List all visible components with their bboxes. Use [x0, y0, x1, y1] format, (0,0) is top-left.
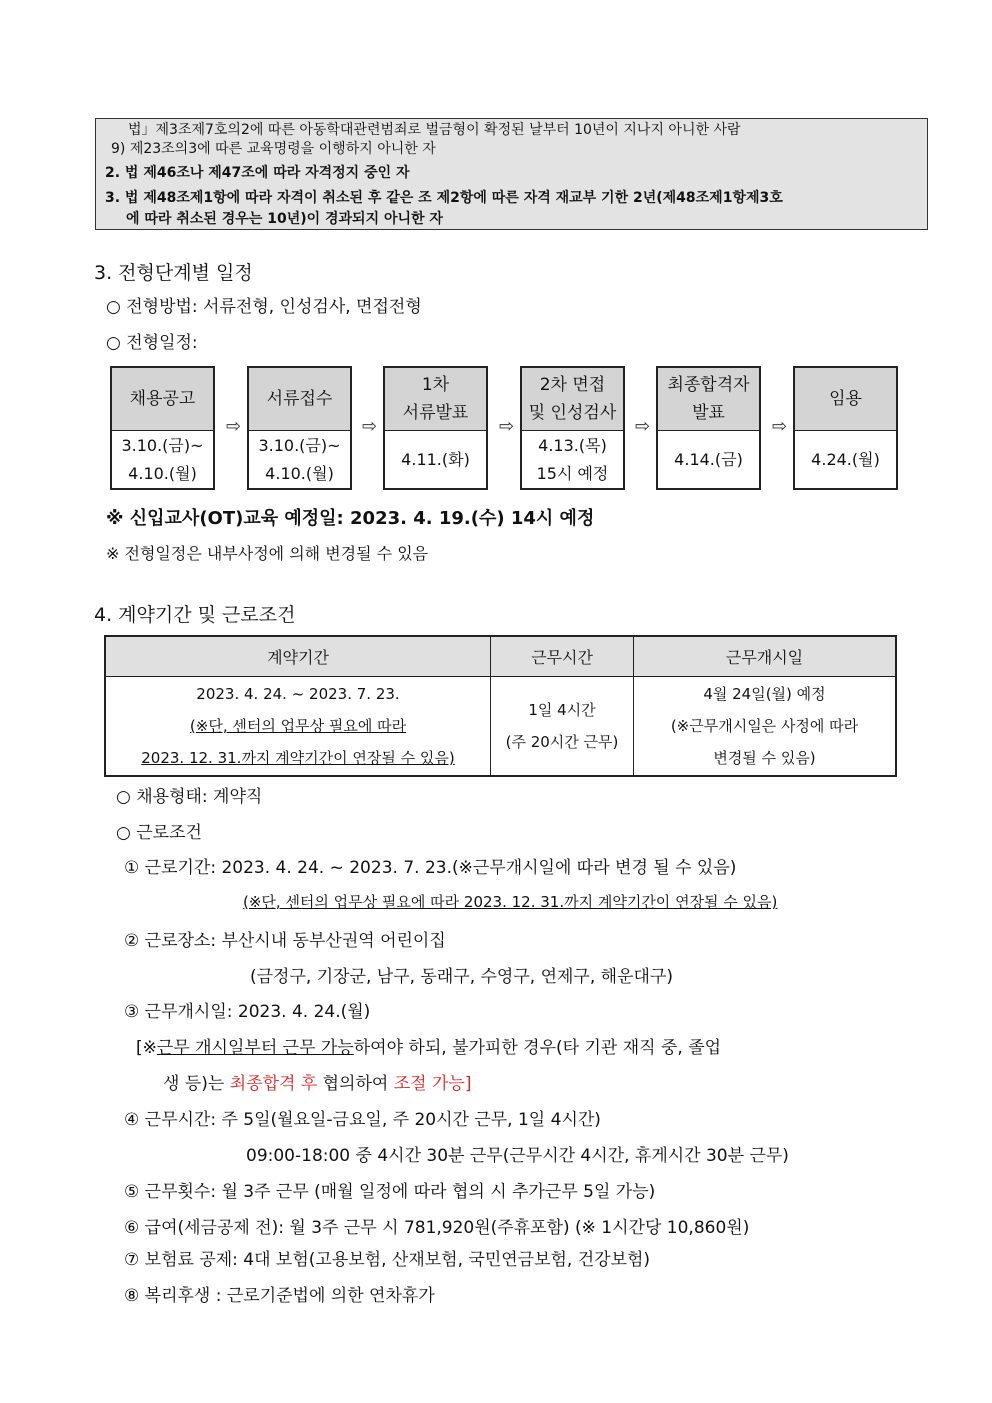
disq-line-4b: 에 따라 취소된 경우는 10년)이 경과되지 아니한 자 — [126, 211, 443, 227]
disq-line-3: 2. 법 제46조나 제47조에 따라 자격정지 중인 자 — [105, 165, 410, 181]
contract-table — [104, 635, 897, 777]
condition-period: ① 근로기간: 2023. 4. 24. ~ 2023. 7. 23.(※근무개시일에 따라 변경 될 수 있음) — [124, 858, 737, 878]
employment-type: ○ 채용형태: 계약직 — [116, 787, 263, 807]
header-start-date: 근무개시일 — [634, 636, 897, 677]
schedule-change-note: ※ 전형일정은 내부사정에 의해 변경될 수 있음 — [106, 544, 429, 563]
condition-place-districts: (금정구, 기장군, 남구, 동래구, 수영구, 연제구, 해운대구) — [250, 967, 673, 987]
condition-start-date: ③ 근무개시일: 2023. 4. 24.(월) — [124, 1002, 371, 1022]
disq-line-1: 법」제3조제7호의2에 따른 아동학대관련범죄로 벌금형이 확정된 날부터 10년이 지나지 아니한 사람 — [128, 122, 741, 138]
condition-frequency: ⑤ 근무횟수: 월 3주 근무 (매월 일정에 따라 협의 시 추가근무 5일 가능) — [124, 1182, 656, 1202]
ot-note: ※ 신입교사(OT)교육 예정일: 2023. 4. 19.(수) 14시 예정 — [106, 508, 595, 529]
condition-start-note: [※근무 개시일부터 근무 가능하여야 하되, 불가피한 경우(타 기관 재직 중, 졸업 — [136, 1038, 722, 1058]
condition-place: ② 근로장소: 부산시내 동부산권역 어린이집 — [124, 931, 446, 951]
step-appointment: 임용 4.24.(월) — [793, 366, 898, 490]
schedule-label: ○ 전형일정: — [106, 333, 198, 353]
step-recruit-notice: 채용공고 3.10.(금)~ 4.10.(월) — [110, 366, 215, 490]
step-document-result: 1차 서류발표 4.11.(화) — [383, 366, 488, 490]
header-contract-period: 계약기간 — [105, 636, 491, 677]
disq-line-4a: 3. 법 제48조제1항에 따라 자격이 취소된 후 같은 조 제2항에 따른 자격 재교부 기한 2년(제48조제1항제3호 — [105, 190, 783, 206]
arrow-icon: ⇨ — [362, 416, 378, 437]
section-4-heading: 4. 계약기간 및 근로조건 — [94, 604, 296, 626]
arrow-icon: ⇨ — [635, 416, 651, 437]
disq-line-2: 9) 제23조의3에 따른 교육명령을 이행하지 아니한 자 — [111, 141, 436, 157]
condition-hours: ④ 근무시간: 주 5일(월요일-금요일, 주 20시간 근무, 1일 4시간) — [124, 1110, 601, 1130]
arrow-icon: ⇨ — [499, 416, 515, 437]
arrow-icon: ⇨ — [772, 416, 788, 437]
condition-salary: ⑥ 급여(세금공제 전): 월 3주 근무 시 781,920원(주휴포함) (※ 1시간당 10,860원) — [124, 1218, 750, 1238]
header-work-hours: 근무시간 — [491, 636, 634, 677]
condition-start-note-2: 생 등)는 최종합격 후 협의하여 조절 가능] — [163, 1074, 472, 1094]
condition-insurance: ⑦ 보험료 공제: 4대 보험(고용보험, 산재보험, 국민연금보험, 건강보험) — [124, 1250, 651, 1270]
disqualification-box — [95, 118, 928, 230]
cell-contract-period: 2023. 4. 24. ~ 2023. 7. 23. (※단, 센터의 업무상 필요에 따라 2023. 12. 31.까지 계약기간이 연장될 수 있음) — [105, 677, 491, 777]
section-3-heading: 3. 전형단계별 일정 — [94, 262, 253, 284]
selection-method: ○ 전형방법: 서류전형, 인성검사, 면접전형 — [106, 297, 422, 317]
conditions-label: ○ 근로조건 — [116, 823, 202, 843]
step-application: 서류접수 3.10.(금)~ 4.10.(월) — [247, 366, 352, 490]
condition-hours-detail: 09:00-18:00 중 4시간 30분 근무(근무시간 4시간, 휴게시간 30분 근무) — [246, 1146, 789, 1166]
step-interview: 2차 면접 및 인성검사 4.13.(목) 15시 예정 — [520, 366, 625, 490]
condition-welfare: ⑧ 복리후생 : 근로기준법에 의한 연차휴가 — [124, 1286, 435, 1306]
condition-period-note: (※단, 센터의 업무상 필요에 따라 2023. 12. 31.까지 계약기간이 연장될 수 있음) — [243, 893, 778, 911]
cell-start-date: 4월 24일(월) 예정 (※근무개시일은 사정에 따라 변경될 수 있음) — [634, 677, 897, 777]
cell-work-hours: 1일 4시간 (주 20시간 근무) — [491, 677, 634, 777]
step-final-result: 최종합격자 발표 4.14.(금) — [656, 366, 761, 490]
arrow-icon: ⇨ — [226, 416, 242, 437]
